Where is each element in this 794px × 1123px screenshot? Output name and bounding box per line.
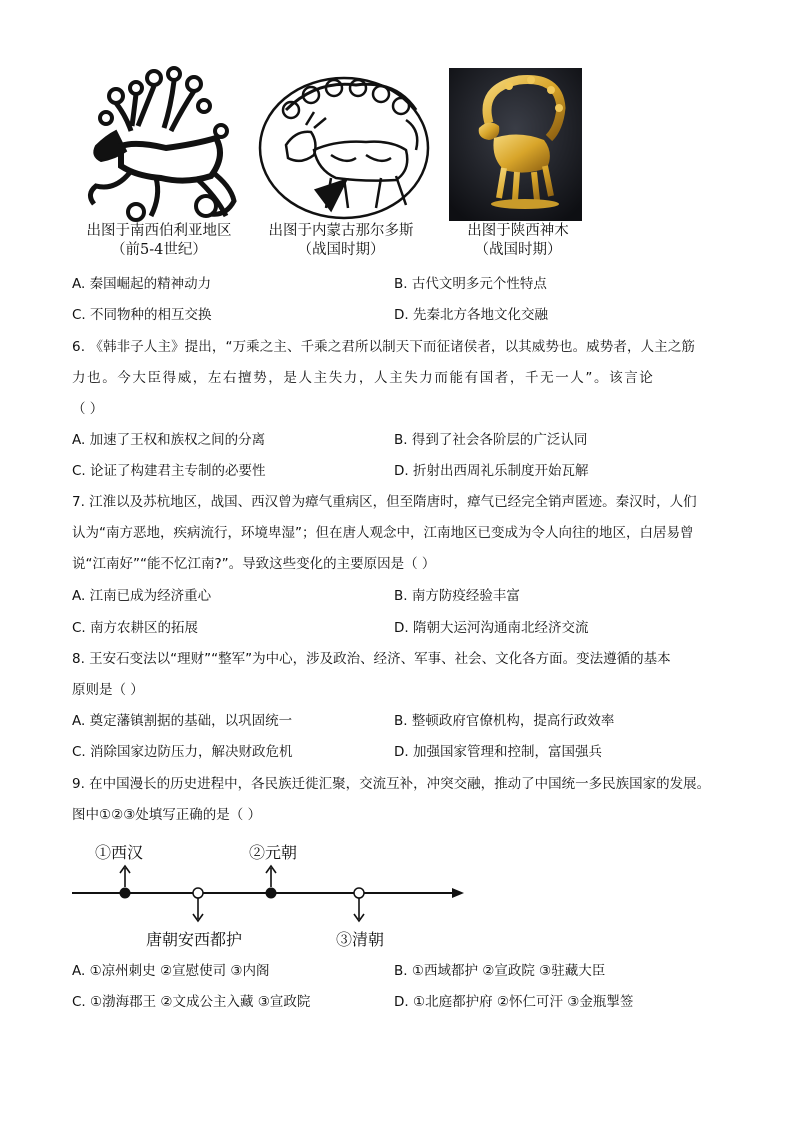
timeline-label-3: 唐朝安西都护 xyxy=(146,930,243,949)
timeline-arrowhead xyxy=(452,888,464,898)
timeline-node-1 xyxy=(120,888,131,899)
q8-option-b[interactable]: B. 整顿政府官僚机构，提高行政效率 xyxy=(394,713,615,729)
figure-2-caption: 出图于内蒙古那尔多斯 xyxy=(268,223,414,239)
q5-option-d[interactable]: D. 先秦北方各地文化交融 xyxy=(394,307,548,323)
q8-stem-line-1: 8. 王安石变法以“理财”“整军”为中心，涉及政治、经济、军事、社会、文化各方面。变法遵循的基本 xyxy=(72,651,671,667)
timeline-label-4: ③清朝 xyxy=(336,930,385,949)
q7-stem-line-1: 7. 江淮以及苏杭地区，战国、西汉曾为瘴气重病区，但至隋唐时，瘴气已经完全销声匿迹。秦汉时，人们 xyxy=(72,494,697,510)
ordos-beast-plaque-image xyxy=(256,70,432,222)
q9-stem-line-2: 图中①②③处填写正确的是（ ） xyxy=(72,807,262,823)
q7-option-b[interactable]: B. 南方防疫经验丰富 xyxy=(394,588,520,604)
q9-option-b[interactable]: B. ①西域都护 ②宣政院 ③驻藏大臣 xyxy=(394,963,606,979)
figure-2-period: （战国时期） xyxy=(297,242,385,258)
q6-option-c[interactable]: C. 论证了构建君主专制的必要性 xyxy=(72,463,266,479)
q7-option-c[interactable]: C. 南方农耕区的拓展 xyxy=(72,620,199,636)
figure-3-caption: 出图于陕西神木 xyxy=(467,223,569,239)
q6-stem-line-1: 6. 《韩非子人主》提出，“万乘之主、千乘之君所以制天下而征诸侯者，以其威势也。威势者，人主之筋 xyxy=(72,339,695,355)
q5-option-a[interactable]: A. 秦国崛起的精神动力 xyxy=(72,276,212,292)
figure-1-caption: 出图于南西伯利亚地区 xyxy=(86,223,232,239)
q5-option-c[interactable]: C. 不同物种的相互交换 xyxy=(72,307,212,323)
siberian-deer-plaque-image xyxy=(76,66,241,224)
figure-3-period: （战国时期） xyxy=(474,242,562,258)
q6-stem-line-3: （ ） xyxy=(72,401,104,417)
shenmu-gold-beast-photo xyxy=(449,68,582,221)
q5-option-b[interactable]: B. 古代文明多元个性特点 xyxy=(394,276,547,292)
q8-option-a[interactable]: A. 奠定藩镇割据的基础，以巩固统一 xyxy=(72,713,293,729)
timeline-label-2: ②元朝 xyxy=(249,843,298,862)
q7-stem-line-2: 认为“南方恶地，疾病流行，环境卑湿”；但在唐人观念中，江南地区已变成为令人向往的地区，白居易曾 xyxy=(72,525,694,541)
timeline-node-2 xyxy=(193,888,203,898)
timeline-label-1: ①西汉 xyxy=(95,843,144,862)
q9-option-a[interactable]: A. ①凉州刺史 ②宣慰使司 ③内阁 xyxy=(72,963,270,979)
q8-option-d[interactable]: D. 加强国家管理和控制，富国强兵 xyxy=(394,744,602,760)
q9-stem-line-1: 9. 在中国漫长的历史进程中，各民族迁徙汇聚，交流互补，冲突交融，推动了中国统一多民族国家的发展。 xyxy=(72,776,711,792)
timeline-node-4 xyxy=(354,888,364,898)
q7-stem-line-3: 说“江南好”“能不忆江南?”。导致这些变化的主要原因是（ ） xyxy=(72,556,436,572)
q8-option-c[interactable]: C. 消除国家边防压力，解决财政危机 xyxy=(72,744,293,760)
q6-option-a[interactable]: A. 加速了王权和族权之间的分离 xyxy=(72,432,266,448)
q9-option-d[interactable]: D. ①北庭都护府 ②怀仁可汗 ③金瓶掣签 xyxy=(394,994,634,1010)
q6-option-d[interactable]: D. 折射出西周礼乐制度开始瓦解 xyxy=(394,463,589,479)
q7-option-a[interactable]: A. 江南已成为经济重心 xyxy=(72,588,212,604)
q6-option-b[interactable]: B. 得到了社会各阶层的广泛认同 xyxy=(394,432,588,448)
timeline-node-3 xyxy=(266,888,277,899)
figure-1-period: （前5-4世纪） xyxy=(111,242,207,258)
q8-stem-line-2: 原则是（ ） xyxy=(72,682,144,698)
q9-option-c[interactable]: C. ①渤海郡王 ②文成公主入藏 ③宣政院 xyxy=(72,994,311,1010)
q7-option-d[interactable]: D. 隋朝大运河沟通南北经济交流 xyxy=(394,620,589,636)
q6-stem-line-2: 力也。今大臣得威，左右擅势，是人主失力，人主失力而能有国者，千无一人”。该言论 xyxy=(72,370,655,386)
